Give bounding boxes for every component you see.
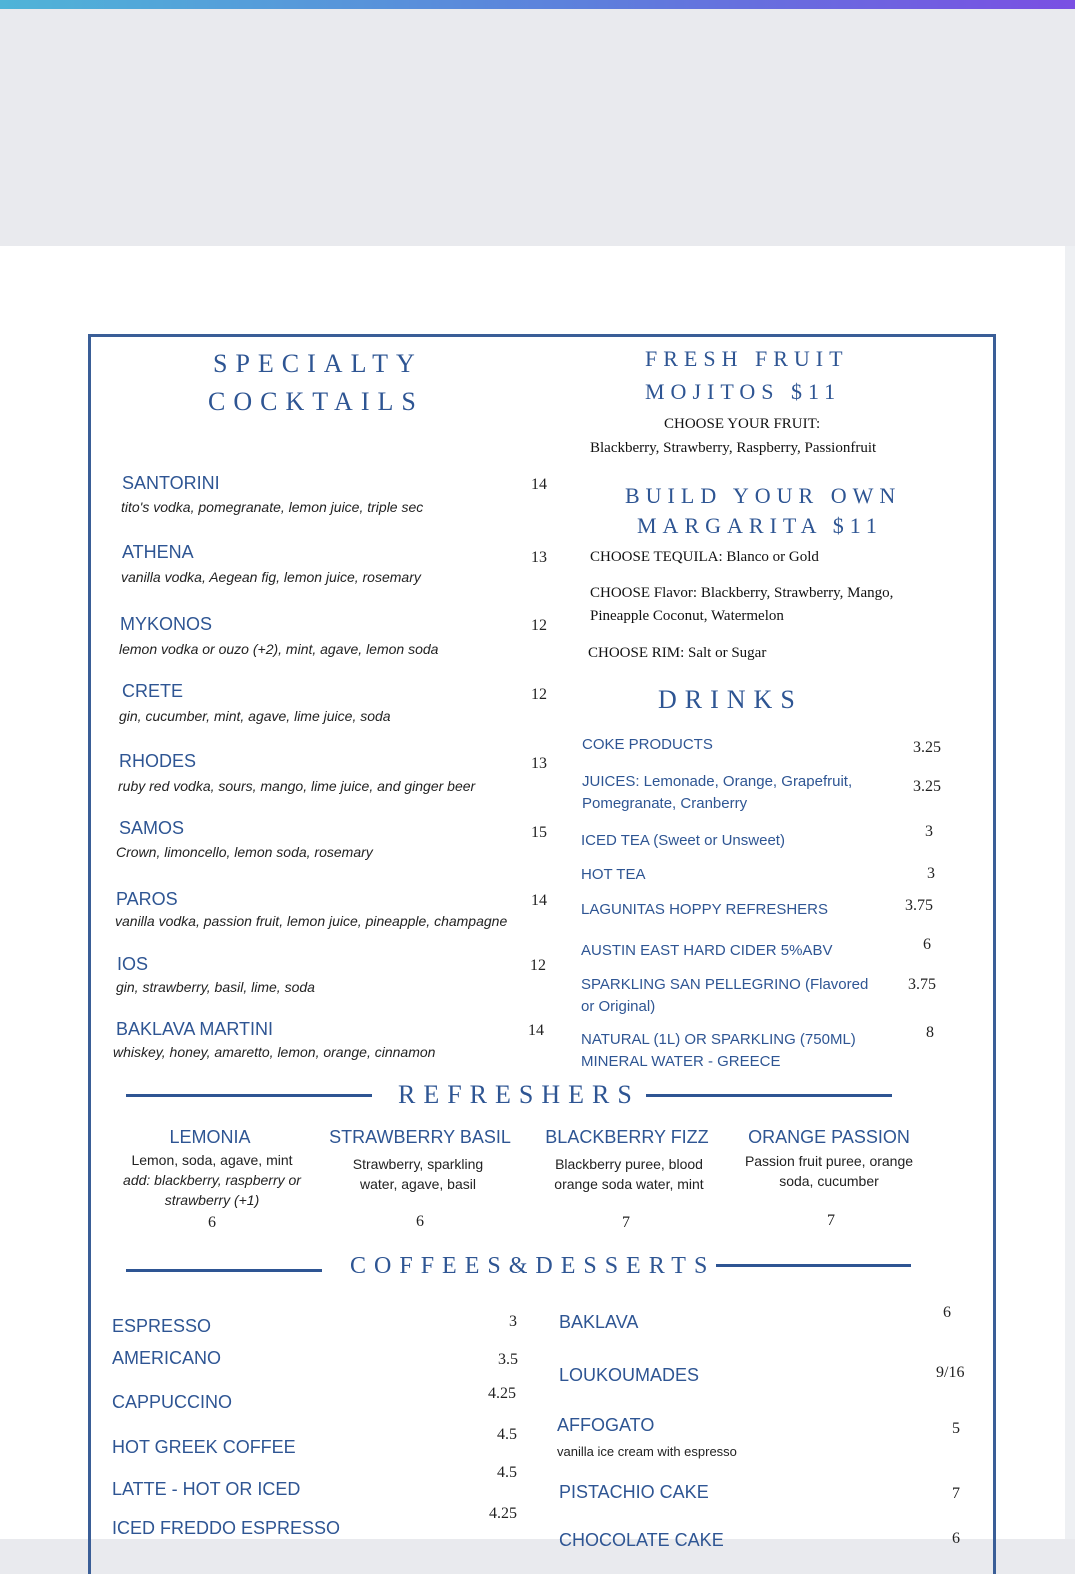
cocktail-name: BAKLAVA MARTINI — [116, 1019, 274, 1039]
drink-name: SPARKLING SAN PELLEGRINO (Flavored — [581, 976, 869, 993]
drink-name: ICED TEA (Sweet or Unsweet) — [581, 832, 785, 849]
refresher-price: 7 — [827, 1212, 835, 1229]
drink-price: 6 — [923, 936, 931, 953]
drink-name: AUSTIN EAST HARD CIDER 5%ABV — [581, 942, 833, 959]
margarita-title-line1: BUILD YOUR OWN — [625, 483, 902, 508]
refresher-name: STRAWBERRY BASIL — [329, 1127, 511, 1147]
drink-name: JUICES: Lemonade, Orange, Grapefruit, — [582, 773, 853, 790]
refresher-price: 6 — [208, 1214, 216, 1231]
cocktail-price: 13 — [531, 549, 547, 566]
coffee-price: 3 — [509, 1313, 517, 1330]
cocktail-name: MYKONOS — [120, 614, 213, 634]
cocktail-name: IOS — [117, 954, 149, 974]
dessert-price: 6 — [943, 1304, 951, 1321]
refresher-name: LEMONIA — [169, 1127, 251, 1147]
drink-price: 3.25 — [913, 778, 941, 795]
drink-name-cont: Pomegranate, Cranberry — [582, 795, 748, 812]
coffee-price: 4.25 — [488, 1385, 516, 1402]
margarita-flavor-line1: CHOOSE Flavor: Blackberry, Strawberry, Mango, — [590, 585, 894, 601]
cocktail-name: ATHENA — [122, 542, 194, 562]
mojitos-title-line1: FRESH FRUIT — [645, 346, 849, 371]
refresher-price: 6 — [416, 1213, 424, 1230]
cocktail-price: 12 — [531, 617, 547, 634]
refreshers-rule-right — [646, 1094, 892, 1097]
refresher-desc: Lemon, soda, agave, mint add: blackberry, raspberry or strawberry (+1) — [123, 1152, 301, 1208]
cocktail-price: 15 — [531, 824, 547, 841]
coffee-name: HOT GREEK COFFEE — [112, 1437, 296, 1457]
refreshers-title: REFRESHERS — [398, 1080, 640, 1109]
drink-name: COKE PRODUCTS — [582, 736, 713, 753]
dessert-name: PISTACHIO CAKE — [559, 1482, 709, 1502]
drink-price: 3.25 — [913, 739, 941, 756]
coffee-name: ICED FREDDO ESPRESSO — [112, 1518, 341, 1538]
margarita-flavor-line2: Pineapple Coconut, Watermelon — [590, 608, 784, 624]
drink-price: 3 — [925, 823, 933, 840]
coffee-price: 4.5 — [497, 1426, 517, 1443]
margarita-title-line2: MARGARITA $11 — [637, 513, 883, 538]
cocktail-desc: vanilla vodka, passion fruit, lemon juice, pineapple, champagne — [115, 913, 508, 929]
refresher-name: BLACKBERRY FIZZ — [545, 1127, 709, 1147]
coffee-name: ESPRESSO — [112, 1316, 212, 1336]
drink-price: 3.75 — [905, 897, 933, 914]
drinks-title: DRINKS — [658, 685, 803, 714]
cocktail-price: 12 — [530, 957, 546, 974]
specialty-title-line1: SPECIALTY — [213, 349, 423, 378]
dessert-name: CHOCOLATE CAKE — [559, 1530, 724, 1550]
dessert-name: AFFOGATO — [557, 1415, 655, 1435]
coffee-price: 4.25 — [489, 1505, 517, 1522]
margarita-tequila-choice: CHOOSE TEQUILA: Blanco or Gold — [590, 549, 819, 565]
dessert-price: 6 — [952, 1530, 960, 1547]
mojitos-title-line2: MOJITOS $11 — [645, 379, 842, 404]
coffees-title: COFFEES&DESSERTS — [350, 1253, 716, 1279]
cocktail-price: 12 — [531, 686, 547, 703]
dessert-name: BAKLAVA — [559, 1312, 639, 1332]
refresher-price: 7 — [622, 1214, 630, 1231]
cocktail-name: RHODES — [119, 751, 197, 771]
cocktail-name: PAROS — [116, 889, 178, 909]
drink-name-cont: or Original) — [581, 998, 656, 1015]
cocktail-price: 14 — [531, 892, 547, 909]
drink-price: 3 — [927, 865, 935, 882]
window-top-accent-bar — [0, 0, 1075, 9]
refresher-desc: Strawberry, sparkling water, agave, basil — [352, 1156, 484, 1192]
drink-price: 3.75 — [908, 976, 936, 993]
coffee-name: CAPPUCCINO — [112, 1392, 233, 1412]
cocktail-price: 13 — [531, 755, 547, 772]
dessert-desc: vanilla ice cream with espresso — [557, 1444, 737, 1459]
coffees-rule-left — [126, 1269, 322, 1272]
coffee-price: 3.5 — [498, 1351, 518, 1368]
cocktail-name: SAMOS — [119, 818, 185, 838]
coffee-price: 4.5 — [497, 1464, 517, 1481]
dessert-name: LOUKOUMADES — [559, 1365, 700, 1385]
cocktail-desc: vanilla vodka, Aegean fig, lemon juice, rosemary — [121, 569, 421, 585]
dessert-price: 5 — [952, 1420, 960, 1437]
drink-name: NATURAL (1L) OR SPARKLING (750ML) — [581, 1031, 856, 1048]
refreshers-rule-left — [126, 1094, 372, 1097]
drink-name-cont: MINERAL WATER - GREECE — [581, 1053, 781, 1070]
refresher-desc: Blackberry puree, blood orange soda water, mint — [554, 1156, 704, 1192]
drink-price: 8 — [926, 1024, 934, 1041]
margarita-rim-choice: CHOOSE RIM: Salt or Sugar — [588, 645, 767, 661]
cocktail-name: SANTORINI — [122, 473, 220, 493]
mojitos-fruit-options: Blackberry, Strawberry, Raspberry, Passionfruit — [590, 440, 877, 456]
specialty-title-line2: COCKTAILS — [208, 387, 424, 416]
cocktail-desc: whiskey, honey, amaretto, lemon, orange, cinnamon — [113, 1044, 436, 1060]
coffee-name: AMERICANO — [112, 1348, 222, 1368]
page-scroll-gutter — [1065, 246, 1075, 1539]
refresher-name: ORANGE PASSION — [748, 1127, 910, 1147]
refresher-desc: Passion fruit puree, orange soda, cucumber — [744, 1153, 914, 1189]
cocktail-price: 14 — [531, 476, 547, 493]
coffee-name: LATTE - HOT OR ICED — [112, 1479, 301, 1499]
cocktail-desc: ruby red vodka, sours, mango, lime juice, and ginger beer — [118, 778, 476, 794]
cocktail-name: CRETE — [122, 681, 184, 701]
cocktail-price: 14 — [528, 1022, 544, 1039]
coffees-rule-right — [716, 1264, 911, 1267]
cocktail-desc: tito's vodka, pomegranate, lemon juice, triple sec — [121, 499, 424, 515]
cocktail-desc: gin, cucumber, mint, agave, lime juice, soda — [119, 708, 391, 724]
cocktail-desc: lemon vodka or ouzo (+2), mint, agave, lemon soda — [119, 641, 439, 657]
drink-name: LAGUNITAS HOPPY REFRESHERS — [581, 901, 829, 918]
cocktail-desc: gin, strawberry, basil, lime, soda — [116, 979, 315, 995]
dessert-price: 9/16 — [936, 1364, 965, 1381]
drink-name: HOT TEA — [581, 866, 646, 883]
mojitos-choose-label: CHOOSE YOUR FRUIT: — [664, 416, 821, 432]
dessert-price: 7 — [952, 1485, 960, 1502]
cocktail-desc: Crown, limoncello, lemon soda, rosemary — [116, 844, 373, 860]
